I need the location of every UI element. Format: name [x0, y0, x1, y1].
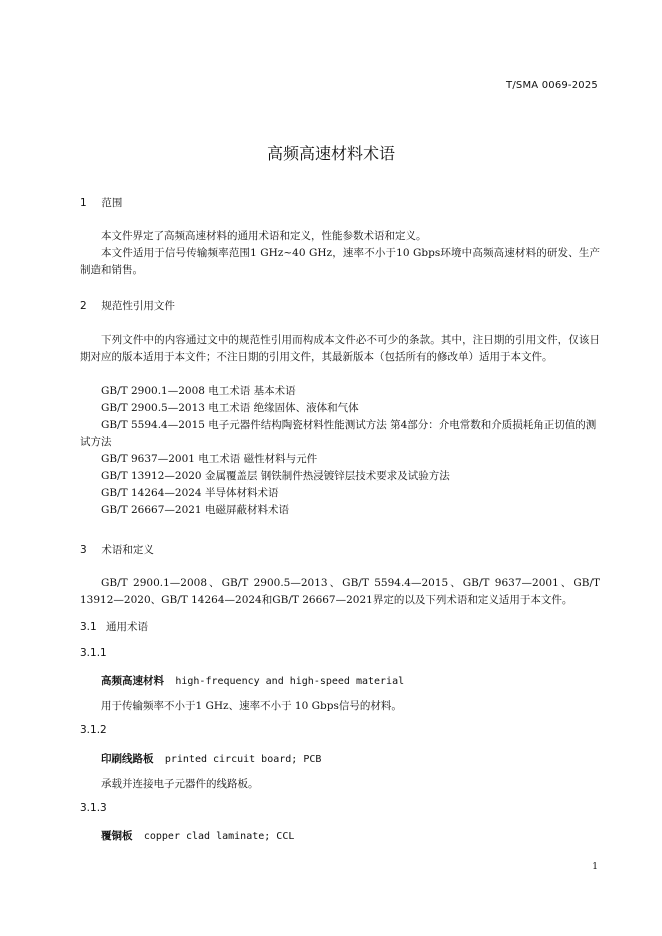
reference-item: GB/T 26667—2021 电磁屏蔽材料术语 — [101, 504, 289, 516]
section-number: 2 — [80, 300, 87, 312]
term-english: high-frequency and high-speed material — [175, 676, 405, 687]
section-number: 3 — [80, 544, 87, 556]
section-2-heading — [80, 298, 175, 313]
section-title: 规范性引用文件 — [101, 300, 175, 312]
page-number: 1 — [592, 862, 598, 872]
subsection-title: 通用术语 — [106, 621, 149, 633]
terms-intro: GB/T 2900.1—2008、GB/T 2900.5—2013、GB/T 5594.4—2015、GB/T 9637—2001、GB/T 13912—2020、GB/T 14264—2024和GB/T 26667—2021界定的以及下列术语和定义适用于本文件。 — [80, 577, 600, 606]
term-chinese: 高频高速材料 — [101, 675, 164, 687]
section-title: 范围 — [101, 197, 123, 209]
term-number: 3.1.2 — [80, 724, 107, 736]
term-entry — [101, 751, 321, 766]
reference-item: GB/T 9637—2001 电工术语 磁性材料与元件 — [101, 453, 318, 465]
term-definition: 承载并连接电子元器件的线路板。 — [101, 778, 259, 790]
reference-item: GB/T 5594.4—2015 电子元器件结构陶瓷材料性能测试方法 第4部分：介电常数和介质损耗角正切值的测试方法 — [80, 419, 597, 448]
reference-item: GB/T 2900.5—2013 电工术语 绝缘固体、液体和气体 — [101, 402, 359, 414]
term-number: 3.1.3 — [80, 802, 107, 814]
term-number: 3.1.1 — [80, 647, 107, 659]
subsection-number: 3.1 — [80, 621, 97, 633]
term-english: copper clad laminate; CCL — [143, 831, 295, 842]
section-title: 术语和定义 — [101, 544, 154, 556]
standard-id: T/SMA 0069-2025 — [506, 80, 598, 91]
scope-paragraph-2: 本文件适用于信号传输频率范围1 GHz~40 GHz，速率不小于10 Gbps环境中高频高速材料的研发、生产制造和销售。 — [80, 247, 600, 276]
reference-item: GB/T 14264—2024 半导体材料术语 — [101, 487, 279, 499]
term-english: printed circuit board; PCB — [164, 754, 322, 765]
reference-item: GB/T 2900.1—2008 电工术语 基本术语 — [101, 385, 296, 397]
reference-item: GB/T 13912—2020 金属覆盖层 钢铁制件热浸镀锌层技术要求及试验方法 — [101, 470, 450, 482]
references-intro: 下列文件中的内容通过文中的规范性引用而构成本文件必不可少的条款。其中，注日期的引用文件，仅该日期对应的版本适用于本文件；不注日期的引用文件，其最新版本（包括所有的修改单）适用于本文件。 — [80, 334, 600, 363]
term-chinese: 覆铜板 — [101, 830, 133, 842]
term-definition: 用于传输频率不小于1 GHz、速率不小于 10 Gbps信号的材料。 — [101, 700, 402, 712]
section-1-heading — [80, 195, 122, 210]
subsection-heading — [80, 619, 148, 634]
term-entry — [101, 828, 294, 843]
term-chinese: 印刷线路板 — [101, 753, 154, 765]
section-3-heading — [80, 542, 154, 557]
document-title: 高频高速材料术语 — [266, 144, 395, 163]
section-number: 1 — [80, 197, 87, 209]
scope-paragraph-1: 本文件界定了高频高速材料的通用术语和定义，性能参数术语和定义。 — [101, 230, 427, 242]
term-entry — [101, 673, 404, 688]
